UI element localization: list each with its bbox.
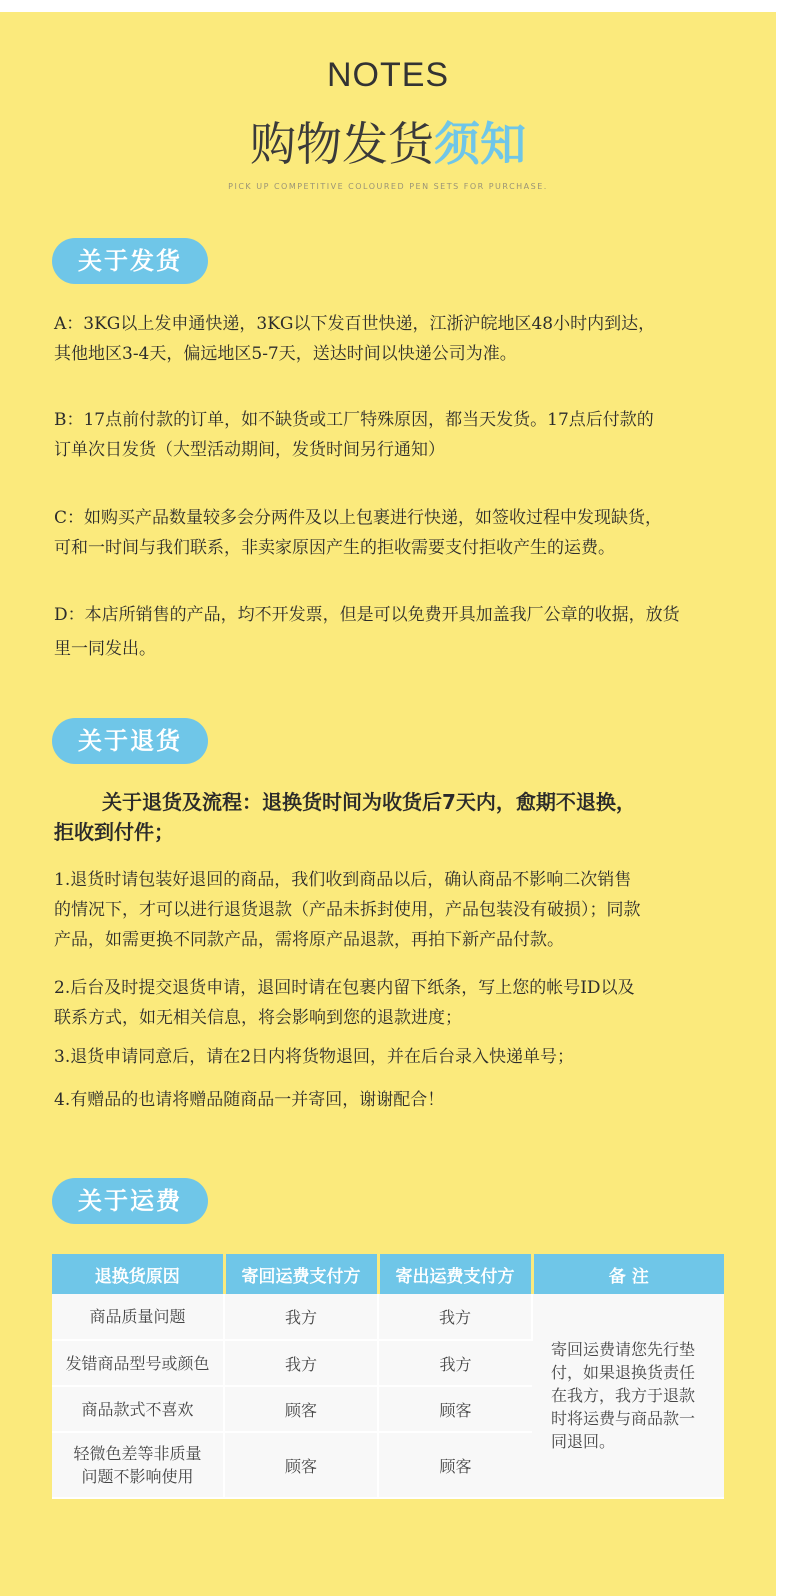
notes-heading: NOTES <box>326 56 450 94</box>
shipping-item-d: D：本店所销售的产品，均不开发票，但是可以免费开具加盖我厂公章的收据，放货 里一同发出。 <box>54 605 680 659</box>
cell-return-payer: 顾客 <box>224 1386 378 1432</box>
cell-reason: 商品质量问题 <box>52 1294 224 1340</box>
title-accent: 须知 <box>434 117 526 171</box>
returns-section-label: 关于退货 <box>52 718 208 764</box>
page-subtitle: PICK UP COMPETITIVE COLOURED PEN SETS FOR PURCHASE. <box>228 182 548 191</box>
cell-send-payer: 我方 <box>378 1294 532 1340</box>
header-reason: 退换货原因 <box>52 1254 224 1294</box>
shipping-item-c: C：如购买产品数量较多会分两件及以上包裹进行快递，如签收过程中发现缺货， 可和一时间与我们联系，非卖家原因产生的拒收需要支付拒收产生的运费。 <box>54 508 663 558</box>
shipping-item-b: B：17点前付款的订单，如不缺货或工厂特殊原因，都当天发货。17点后付款的 订单次日发货（大型活动期间，发货时间另行通知） <box>54 410 654 460</box>
shipping-item-a: A：3KG以上发申通快递，3KG以下发百世快递，江浙沪皖地区48小时内到达， 其他地区3-4天，偏远地区5-7天，送达时间以快递公司为准。 <box>54 314 656 364</box>
returns-lead: 关于退货及流程：退换货时间为收货后7天内，愈期不退换， 拒收到付件； <box>54 790 636 844</box>
page-title <box>0 108 776 174</box>
table-row <box>52 1294 724 1340</box>
cell-send-payer: 我方 <box>378 1340 532 1386</box>
returns-item-1: 1.退货时请包装好退回的商品，我们收到商品以后，确认商品不影响二次销售 的情况下，才可以进行退货退款（产品未拆封使用，产品包装没有破损）；同款 产品，如需更换不同款产品，需将原产品退款，再拍下新产品付款。 <box>54 870 641 950</box>
header-return-payer: 寄回运费支付方 <box>224 1254 378 1294</box>
cell-send-payer: 顾客 <box>378 1386 532 1432</box>
returns-item-3: 3.退货申请同意后，请在2日内将货物退回，并在后台录入快递单号； <box>54 1047 575 1067</box>
header-send-payer: 寄出运费支付方 <box>378 1254 532 1294</box>
fee-table-header <box>52 1254 724 1294</box>
title-main: 购物发货 <box>250 117 434 171</box>
returns-item-4: 4.有赠品的也请将赠品随商品一并寄回，谢谢配合！ <box>54 1090 445 1110</box>
fee-note: 寄回运费请您先行垫付，如果退换货责任在我方，我方于退款时将运费与商品款一同退回。 <box>532 1294 724 1498</box>
cell-return-payer: 我方 <box>224 1294 378 1340</box>
cell-reason: 发错商品型号或颜色 <box>52 1340 224 1386</box>
cell-return-payer: 我方 <box>224 1340 378 1386</box>
cell-reason: 商品款式不喜欢 <box>52 1386 224 1432</box>
cell-reason: 轻微色差等非质量 问题不影响使用 <box>52 1432 224 1498</box>
header-note: 备 注 <box>532 1254 724 1294</box>
cell-send-payer: 顾客 <box>378 1432 532 1498</box>
fee-table <box>52 1254 724 1499</box>
returns-item-2: 2.后台及时提交退货申请，退回时请在包裹内留下纸条，写上您的帐号ID以及 联系方式，如无相关信息，将会影响到您的退款进度； <box>54 978 635 1028</box>
cell-return-payer: 顾客 <box>224 1432 378 1498</box>
shipping-section-label: 关于发货 <box>52 238 208 284</box>
fees-section-label: 关于运费 <box>52 1178 208 1224</box>
